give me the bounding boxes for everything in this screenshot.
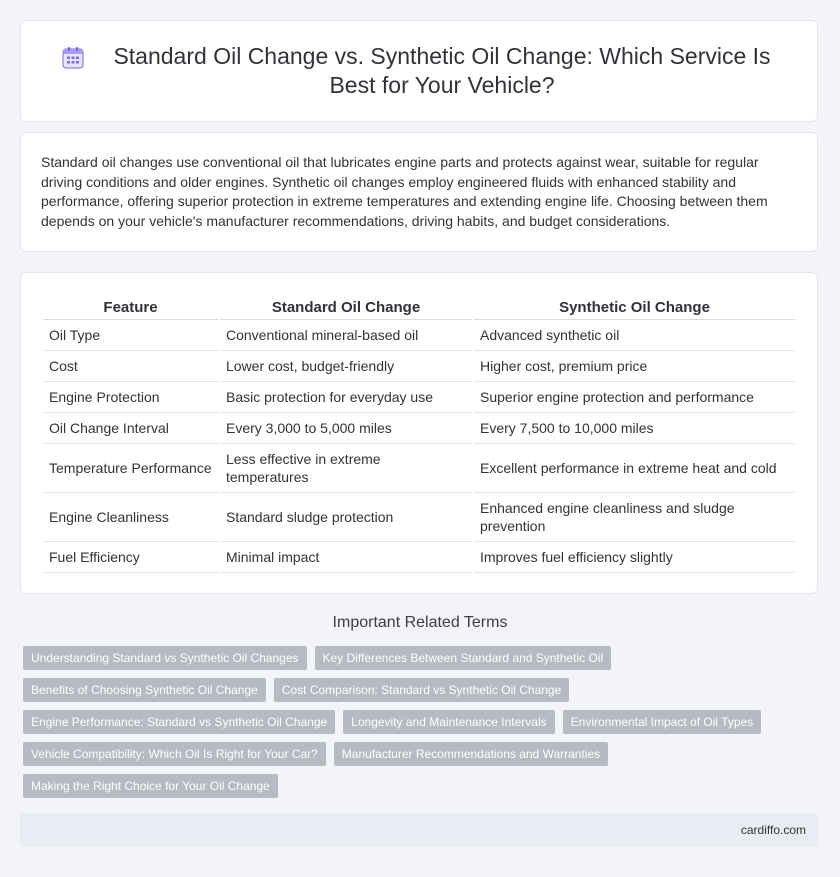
title-wrap <box>61 42 777 100</box>
table-cell: Basic protection for everyday use <box>220 382 472 413</box>
table-cell: Engine Cleanliness <box>43 493 218 542</box>
table-row <box>43 542 795 573</box>
comparison-table <box>41 295 797 573</box>
tag-row <box>23 742 823 766</box>
table-cell: Oil Type <box>43 320 218 351</box>
table-cell: Oil Change Interval <box>43 413 218 444</box>
footer <box>20 813 818 847</box>
related-term-tag[interactable]: Making the Right Choice for Your Oil Change <box>23 774 278 798</box>
related-term-tag[interactable]: Key Differences Between Standard and Synthetic Oil <box>315 646 612 670</box>
related-term-tag[interactable]: Longevity and Maintenance Intervals <box>343 710 554 734</box>
related-term-tag[interactable]: Vehicle Compatibility: Which Oil Is Right for Your Car? <box>23 742 326 766</box>
header-feature: Feature <box>43 295 218 320</box>
related-term-tag[interactable]: Manufacturer Recommendations and Warranties <box>334 742 608 766</box>
table-cell: Less effective in extreme temperatures <box>220 444 472 493</box>
table-cell: Enhanced engine cleanliness and sludge prevention <box>474 493 795 542</box>
table-cell: Excellent performance in extreme heat and cold <box>474 444 795 493</box>
related-term-tag[interactable]: Environmental Impact of Oil Types <box>563 710 762 734</box>
intro-card <box>20 132 818 252</box>
table-cell: Cost <box>43 351 218 382</box>
table-cell: Temperature Performance <box>43 444 218 493</box>
header-standard: Standard Oil Change <box>220 295 472 320</box>
table-cell: Standard sludge protection <box>220 493 472 542</box>
calendar-grid-icon <box>61 46 85 70</box>
table-cell: Superior engine protection and performance <box>474 382 795 413</box>
table-cell: Every 3,000 to 5,000 miles <box>220 413 472 444</box>
table-row <box>43 382 795 413</box>
tag-row <box>23 774 823 798</box>
table-header-row <box>43 295 795 320</box>
table-row <box>43 444 795 493</box>
table-cell: Engine Protection <box>43 382 218 413</box>
table-row <box>43 413 795 444</box>
table-cell: Minimal impact <box>220 542 472 573</box>
intro-paragraph: Standard oil changes use conventional oil that lubricates engine parts and protects against wear, suitable for regular driving conditions and older engines. Synthetic oil changes employ engineered fluids with enhanced stability and performance, offering superior protection in extreme temperatures and extending engine life. Choosing between them depends on your vehicle's manufacturer recommendations, driving habits, and budget considerations. <box>41 154 768 229</box>
comparison-table-card <box>20 272 818 594</box>
header-card <box>20 20 818 122</box>
footer-site-link[interactable]: cardiffo.com <box>740 823 806 837</box>
table-row <box>43 493 795 542</box>
related-term-tag[interactable]: Understanding Standard vs Synthetic Oil Changes <box>23 646 307 670</box>
related-terms-title: Important Related Terms <box>332 614 508 631</box>
related-term-tag[interactable]: Benefits of Choosing Synthetic Oil Change <box>23 678 266 702</box>
table-cell: Higher cost, premium price <box>474 351 795 382</box>
table-row <box>43 351 795 382</box>
table-cell: Every 7,500 to 10,000 miles <box>474 413 795 444</box>
page-title: Standard Oil Change vs. Synthetic Oil Change: Which Service Is Best for Your Vehicle? <box>113 43 771 98</box>
table-cell: Improves fuel efficiency slightly <box>474 542 795 573</box>
table-cell: Conventional mineral-based oil <box>220 320 472 351</box>
related-term-tag[interactable]: Cost Comparison: Standard vs Synthetic Oil Change <box>274 678 569 702</box>
related-terms-tags <box>23 646 823 806</box>
related-term-tag[interactable]: Engine Performance: Standard vs Synthetic Oil Change <box>23 710 335 734</box>
table-row <box>43 320 795 351</box>
table-cell: Lower cost, budget-friendly <box>220 351 472 382</box>
table-cell: Fuel Efficiency <box>43 542 218 573</box>
tag-row <box>23 678 823 702</box>
header-synthetic: Synthetic Oil Change <box>474 295 795 320</box>
tag-row <box>23 646 823 670</box>
tag-row <box>23 710 823 734</box>
table-cell: Advanced synthetic oil <box>474 320 795 351</box>
